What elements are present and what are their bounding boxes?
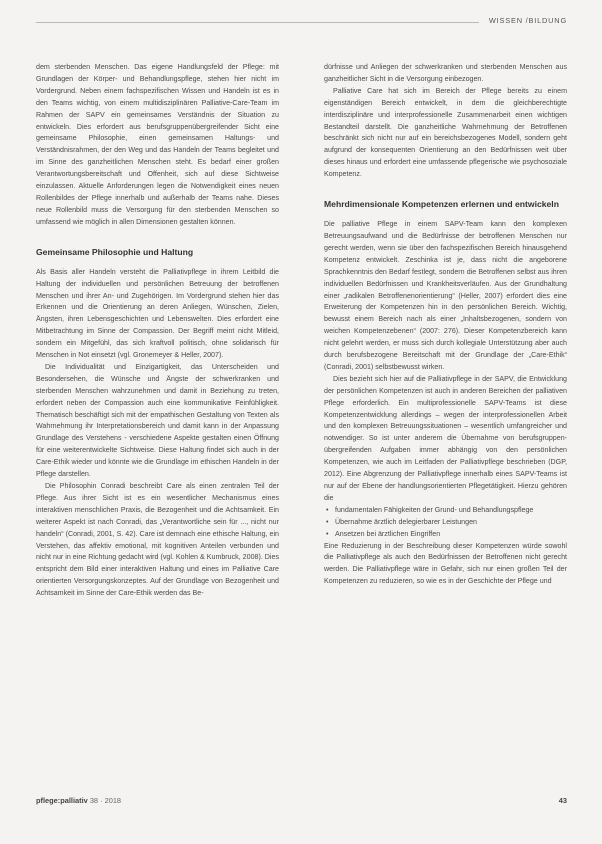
bullet-item: • Übernahme ärztlich delegierbarer Leistungen [324, 517, 567, 529]
paragraph: Die palliative Pflege in einem SAPV-Team kann den komplexen Betreuungsaufwand und die Bedürfnisse der betroffenen Menschen nur gerecht werden, wenn sie über den fachspezifischen Bereich hinausgehend Kompetenz entwickelt. Zeschinka ist je, dass nicht die angeborene Sprachkenntnis den Bedarf festlegt, sondern die Betroffenen selbst aus ihren individuellen Bedürfnissen und Krankheitsverläufen. Aus der Grundhaltung einer „radikalen Betroffenenorientierung“ (Heller, 2007) erfordert dies eine Erweiterung der Kompetenzen hin in den persönlichen Bereich. Wichtig, bewusst einem Bereich nach als einer „Inhaltsbezogenen, sondern von weichen Kompetenzebenen“ (2007: 276). Dieser Kompetenzbereich kann nicht gelehrt werden, er muss sich durch kollegiale Unterstützung aber auch durch berufsbezogene Bereitschaft mit der Grundlage der „Care-Ethik“ (Conradi, 2001) selbstbewusst wirken. [324, 220, 567, 371]
paragraph: Dies bezieht sich hier auf die Palliativpflege in der SAPV, die Entwicklung der persönlichen Kompetenzen ist auch in anderen Bereichen der palliativen Pflege erforderlich. Ein multiprofessionelle SAPV-Teams ist diese Kompetenzentwicklung allerdings – wegen der interprofessionellen Arbeit und den komplexen Betreuungssituationen – wesentlich umfangreicher und notwendiger. So ist unter anderem die Übernahme von berufsgruppen-übergreifenden Aufgaben immer abhängig von den persönlichen Kompetenzen, wie auch im Leitfaden der Palliativpflege beschrieben (DGP, 2012). Eine Abgrenzung der Palliativpflege innerhalb eines SAPV-Teams ist nur auf der Ebene der handlungsorientierten Pflegetätigkeit. Hierzu gehören die [324, 374, 567, 502]
page-footer [36, 796, 567, 810]
right-column [324, 62, 567, 588]
section-label: WISSEN /BILDUNG [488, 16, 567, 25]
bullet-item: • fundamentalen Fähigkeiten der Grund- und Behandlungspflege [324, 505, 567, 517]
journal-name [36, 796, 121, 805]
page-header [36, 14, 567, 32]
section-heading: Gemeinsame Philosophie und Haltung [36, 246, 194, 257]
left-column [36, 62, 279, 600]
paragraph: Die Philosophin Conradi beschreibt Care als einen zentralen Teil der Pflege. Aus ihrer Sicht ist es ein wesentlicher Mechanismus eines interaktiven menschlichen Praxis, die Bezogenheit und die Achtsamkeit. Ein weiterer Aspekt ist nach Conradi, das „Verantwortliche sein für ..., nicht nur handeln“ (Conradi, 2001, S. 42). Care ist demnach eine ethische Haltung, ein Verstehen, das affektiv emotional, mit kognitiven Anteilen verbunden und nicht nur in eine Richtung gedacht wird (vgl. Kohlen & Kumbruck, 2008). Dies entspricht dem Bild einer interaktiven Haltung und eines im Palliative Care orientierten Versorgungskonzeptes. Auf der Grundlage von Bezogenheit und Achtsamkeit im Sinne der Care-Ethik werden das Be- [36, 482, 279, 598]
header-rule [36, 22, 479, 23]
paragraph: Eine Reduzierung in der Beschreibung dieser Kompetenzen würde sowohl die Palliativpflege als auch den Bedürfnissen der Betroffenen nicht gerecht werden. Die Palliativpflege wäre in Gefahr, sich nur einen großen Teil der Kompetenzen zu reduzieren, so wie es in der Geschichte der Pflege und [324, 541, 567, 586]
page-number: 43 [558, 796, 567, 805]
paragraph: Palliative Care hat sich im Bereich der Pflege bereits zu einem eigenständigen Bereich entwickelt, in dem die gleichberechtigte interdisziplinäre und interprofessionelle Zusammenarbeit einen wichtigen Bestandteil darstellt. Die ganzheitliche Wahrnehmung der Betroffenen beschränkt sich nicht nur auf ein bereichsbezogenes Modell, sondern geht aufgrund der konsequenten Orientierung an den Bedürfnissen weit über dieses hinaus und erfordert eine umfassende pflegerische wie psychosoziale Kompetenz. [324, 86, 567, 179]
paragraph: Als Basis aller Handeln versteht die Palliativpflege in ihrem Leitbild die Haltung der individuellen und persönlichen Betreuung der betroffenen Menschen und ihrer An- und Zugehörigen. Im Vordergrund stehen hier das Erkennen und die Orientierung an deren Anliegen, Wünschen, Zielen, Ängsten, ihren Lebensgeschichten und Lebenswelten. Dies erfordert eine Mitbetrachtung im Sinne der Compassion. Der Begriff meint nicht Mitleid, sondern ein Mitgefühl, das sich kraftvoll politisch, ohne solidarisch für Menschen in Not einsetzt (vgl. Gronemeyer & Heller, 2007). [36, 267, 279, 360]
section-heading: Mehrdimensionale Kompetenzen erlernen und entwickeln [324, 199, 559, 210]
bullet-item: • Ansetzen bei ärztlichen Eingriffen [324, 529, 567, 541]
bullet-list [324, 505, 567, 541]
journal-brand: pflege:palliativ [36, 796, 88, 805]
paragraph: dem sterbenden Menschen. Das eigene Handlungsfeld der Pflege: mit Grundlagen der Körper- und Behandlungspflege, stehen hier nicht im Vordergrund. Neben einem fachspezifischen Wissen und Handeln ist es in den Teams wichtig, von einem multidisziplinären Palliative-Care-Team im Rahmen der SAPV ein gemeinsames Verständnis der Situation zu entwickeln. Dies erfordert aus berufsgruppenübergreifender Sicht eine gemeinsame Philosophie, einen gemeinsamen Haltungs- und Verständnisrahmen, der den Weg und das Handeln der Teams begleitet und im Sinne des ganzheitlichen Menschen steht. Es bedarf einer großen Verantwortungsbereitschaft und Offenheit, sich auf diese Sichtweise einzulassen. Aktuelle Anforderungen legen die Notwendigkeit eines neuen Rollenbildes der Pflege innerhalb und außerhalb der Teams nahe. Dieses neue Rollenbild muss die Versorgung für den sterbenden Menschen so umfassend wie möglich in allen Dimensionen gestalten können. [36, 63, 279, 226]
journal-issue: 38 · 2018 [89, 796, 122, 805]
paragraph: Die Individualität und Einzigartigkeit, das Unterscheiden und Besondersehen, die Wünsche und Ängste der schwerkranken und sterbenden Menschen wahrzunehmen und damit in Beziehung zu treten, erfordert neben der Compassion auch eine kommunikative Feinfühligkeit. Thematisch beschäftigt sich mit der empathischen Gestaltung von Texten als Wahrnehmung ihr Interpretationsbereich und damit kann in der Anpassung Grundlage des Verstehens - verschiedene Aspekte gestalten einen Öffnung für eine weiterentwickelte Sichtweise. Diese Haltung findet sich auch in der Care-Ethik wieder und könnte wie die Grundlage im ethischen Handeln in der Pflege darstellen. [36, 362, 279, 479]
paragraph: dürfnisse und Anliegen der schwerkranken und sterbenden Menschen aus ganzheitlicher Sicht in die Versorgung einbezogen. [324, 63, 567, 83]
